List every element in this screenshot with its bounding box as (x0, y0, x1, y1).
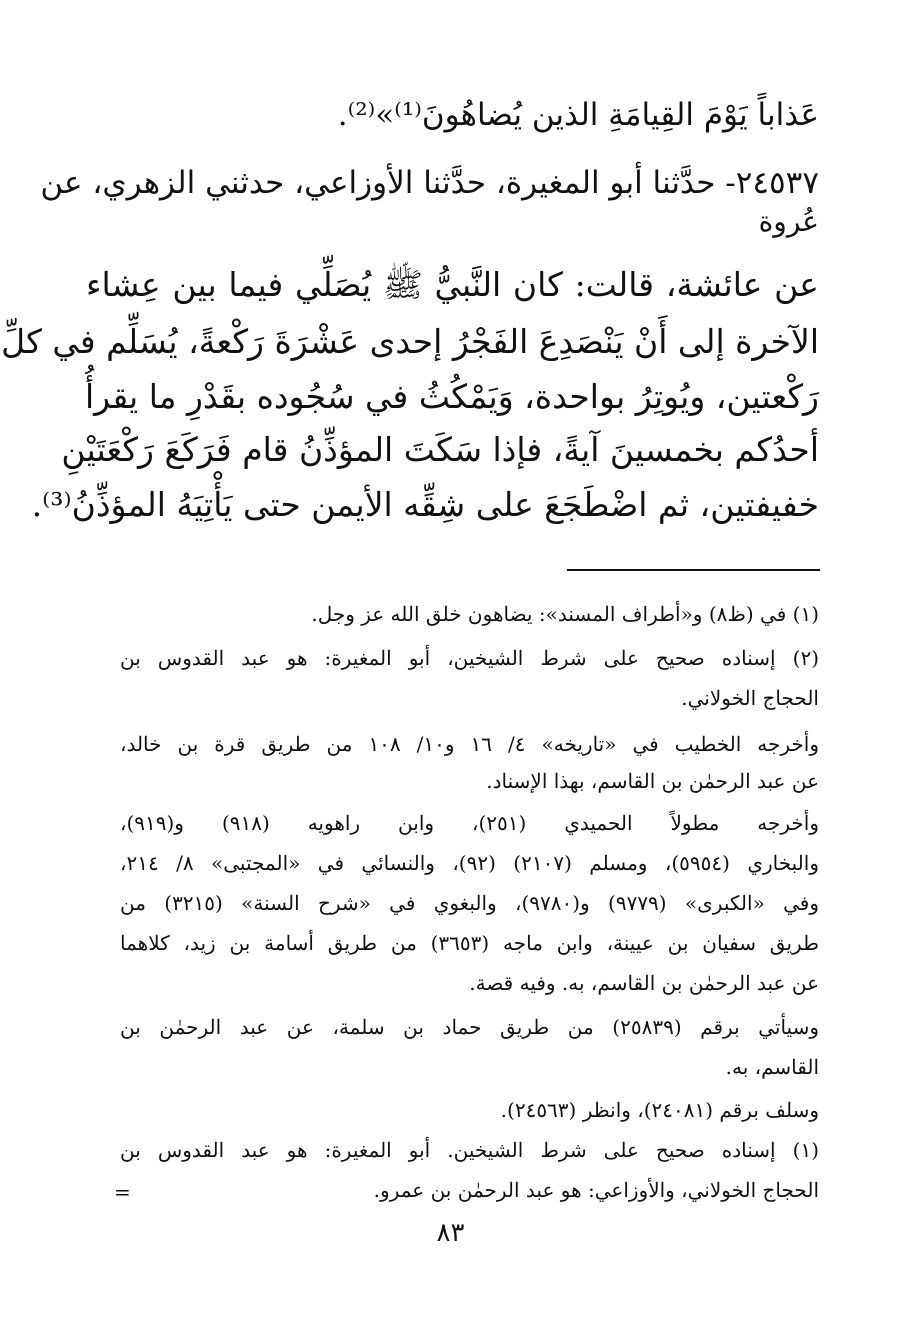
text-line: خفيفتين، ثم اضْطَجَعَ على شِقِّه الأيمن حتى يَأْتِيَهُ المؤذِّنُ⁽³⁾. (31, 485, 819, 524)
footnote-line: (٢) إسناده صحيح على شرط الشيخين، أبو المغيرة: هو عبد القدوس بن (120, 646, 819, 670)
continuation-mark: = (114, 1180, 131, 1204)
text-line: أحدُكم بخمسينَ آيةً، فإذا سَكَتَ المؤذِّنُ قام فَرَكَعَ رَكْعَتَيْنِ (61, 430, 819, 469)
footnote-separator (567, 569, 820, 571)
footnote-line: الحجاج الخولاني. (681, 686, 819, 710)
footnote-line: وأخرجه الخطيب في «تاريخه» ٤/ ١٦ و١٠/ ١٠٨ من طريق قرة بن خالد، (120, 732, 820, 756)
hadith-header-line: ٢٤٥٣٧- حدَّثنا أبو المغيرة، حدَّثنا الأوزاعي، حدثني الزهري، عن (40, 165, 819, 201)
footnote-line: عن عبد الرحمٰن بن القاسم، به. وفيه قصة. (469, 971, 819, 995)
footnote-line: والبخاري (٥٩٥٤)، ومسلم (٢١٠٧) (٩٢)، والنسائي في «المجتبى» ٨/ ٢١٤، (120, 851, 819, 875)
footnote-line: وسيأتي برقم (٢٥٨٣٩) من طريق حماد بن سلمة، عن عبد الرحمٰن بن (120, 1015, 819, 1039)
footnote-line: (١) في (ظ٨) و«أطراف المسند»: يضاهون خلق الله عز وجل. (311, 602, 819, 626)
text-line: رَكْعتين، ويُوتِرُ بواحدة، وَيَمْكُثُ في سُجُوده بقَدْرِ ما يقرأُ (84, 377, 819, 416)
page-number: ٨٣ (436, 1218, 465, 1248)
footnote-line: (١) إسناده صحيح على شرط الشيخين. أبو المغيرة: هو عبد القدوس بن (120, 1138, 819, 1162)
footnote-line: وفي «الكبرى» (٩٧٧٩) و(٩٧٨٠)، والبغوي في «شرح السنة» (٣٢١٥) من (120, 891, 819, 915)
text-line: الآخرة إلى أَنْ يَنْصَدِعَ الفَجْرُ إحدى عَشْرَةَ رَكْعةً، يُسَلِّم في كلِّ (1, 322, 819, 361)
footnote-line: الحجاج الخولاني، والأوزاعي: هو عبد الرحمٰن بن عمرو. (373, 1178, 819, 1202)
footnote-line: وأخرجه مطولاً الحميدي (٢٥١)، وابن راهويه (٩١٨) و(٩١٩)، (120, 811, 819, 835)
footnote-line: القاسم، به. (725, 1055, 819, 1079)
footnote-line: طريق سفيان بن عيينة، وابن ماجه (٣٦٥٣) من طريق أسامة بن زيد، كلاهما (120, 931, 819, 955)
footnote-line: عن عبد الرحمٰن بن القاسم، بهذا الإسناد. (486, 769, 819, 793)
footnote-line: وسلف برقم (٢٤٠٨١)، وانظر (٢٤٥٦٣). (500, 1098, 819, 1122)
text-line: عَذاباً يَوْمَ القِيامَةِ الذين يُضاهُونَ⁽¹⁾»⁽²⁾. (337, 97, 819, 133)
text-line: عن عائشة، قالت: كان النَّبيُّ ﷺ يُصَلِّي فيما بين عِشاء (86, 265, 819, 304)
text-line: عُروة (758, 205, 819, 238)
